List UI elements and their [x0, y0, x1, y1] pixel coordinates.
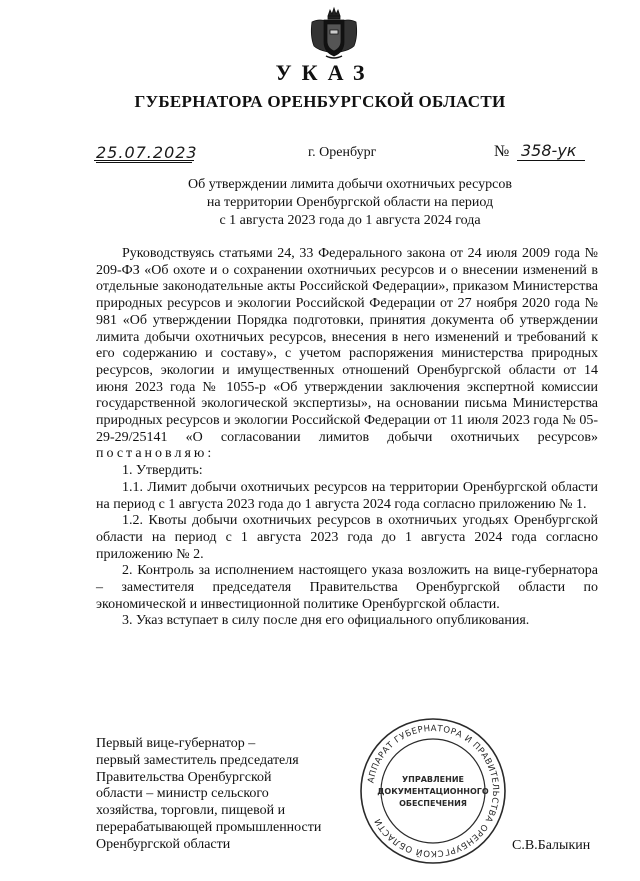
stamp-center-line: ДОКУМЕНТАЦИОННОГО — [377, 787, 489, 796]
stamp-center-line: УПРАВЛЕНИЕ — [402, 775, 464, 784]
position-line: Первый вице-губернатор – — [96, 736, 256, 751]
number-sign: № — [494, 143, 510, 160]
decree-subject — [150, 176, 550, 230]
date-underline — [94, 160, 194, 161]
issuer-title: ГУБЕРНАТОРА ОРЕНБУРГСКОЙ ОБЛАСТИ — [134, 92, 506, 111]
item-paragraph: 1.2. Квоты добычи охотничьих ресурсов в охотничьих угодьях Оренбургской области на период с 1 августа 2023 года до 1 августа 2024 года согласно приложению № 2. — [96, 513, 598, 562]
document-type-title: УКАЗ — [275, 60, 375, 85]
position-line: Правительства Оренбургской — [96, 769, 272, 785]
subject-line: на территории Оренбургской области на период — [206, 195, 494, 210]
item-paragraph: 1.1. Лимит добычи охотничьих ресурсов на территории Оренбургской области на период с 1 августа 2023 года до 1 августа 2024 года согласно приложению № 1. — [96, 479, 598, 512]
coat-of-arms-emblem-icon — [306, 6, 362, 62]
preamble-text: Руководствуясь статьями 24, 33 Федерального закона от 24 июля 2009 года № 209-ФЗ «Об охоте и о сохранении охотничьих ресурсов и о внесении изменений в отдельные законодательные акты Российской Федерации», приказом Министерства природных ресурсов и экологии Российской Федерации от 27 ноября 2020 года № 981 «Об утверждении Порядка подготовки, принятия документа об утверждении лимита добычи охотничьих ресурсов, внесения в него изменений и требований к его содержанию и составу», с учетом распоряжения министерства природных ресурсов, экологии и имущественных отношений Оренбургской области от 14 июня 2023 года № 1055-р «Об утверждении заключения экспертной комиссии государственной экологической экспертизы», на основании письма Министерства природных ресурсов и экологии Российской Федерации от 11 июля 2023 года № 05-29-29/25141 «О согласовании лимитов добычи охотничьих ресурсов» — [96, 246, 598, 445]
item-paragraph: 1. Утвердить: — [122, 463, 203, 479]
signatory-position — [96, 736, 321, 854]
signer-name: С.В.Балыкин — [512, 838, 591, 853]
decree-body — [96, 246, 598, 630]
official-stamp — [358, 716, 508, 866]
decree-number: 358-ук — [521, 141, 577, 160]
subject-line: Об утверждении лимита добычи охотничьих ресурсов — [188, 177, 512, 192]
item-paragraph: 3. Указ вступает в силу после дня его официального опубликования. — [122, 613, 530, 629]
stamp-ring-text: АППАРАТ ГУБЕРНАТОРА И ПРАВИТЕЛЬСТВА ОРЕНБУРГСКОЙ ОБЛАСТИ — [366, 723, 501, 859]
issue-city: г. Оренбург — [308, 145, 377, 160]
position-line: перерабатывающей промышленности — [96, 819, 322, 835]
stamp-center-line: ОБЕСПЕЧЕНИЯ — [399, 799, 467, 808]
decree-word: постановляю: — [96, 446, 215, 462]
item-paragraph: 2. Контроль за исполнением настоящего указа возложить на вице-губернатора – заместителя председателя Правительства Оренбургской области по экономической и инвестиционной политике Оренбургской области. — [96, 563, 598, 612]
date-underline-second — [96, 162, 192, 163]
position-line: области – министр сельского — [96, 786, 269, 802]
decree-date: 25.07.2023 — [96, 143, 198, 162]
subject-line: с 1 августа 2023 года до 1 августа 2024 года — [219, 213, 481, 228]
position-line: Оренбургской области — [96, 836, 231, 852]
preamble-paragraph — [96, 246, 598, 463]
position-line: хозяйства, торговли, пищевой и — [96, 803, 286, 819]
number-underline — [517, 160, 585, 161]
position-line: первый заместитель председателя — [96, 752, 299, 768]
